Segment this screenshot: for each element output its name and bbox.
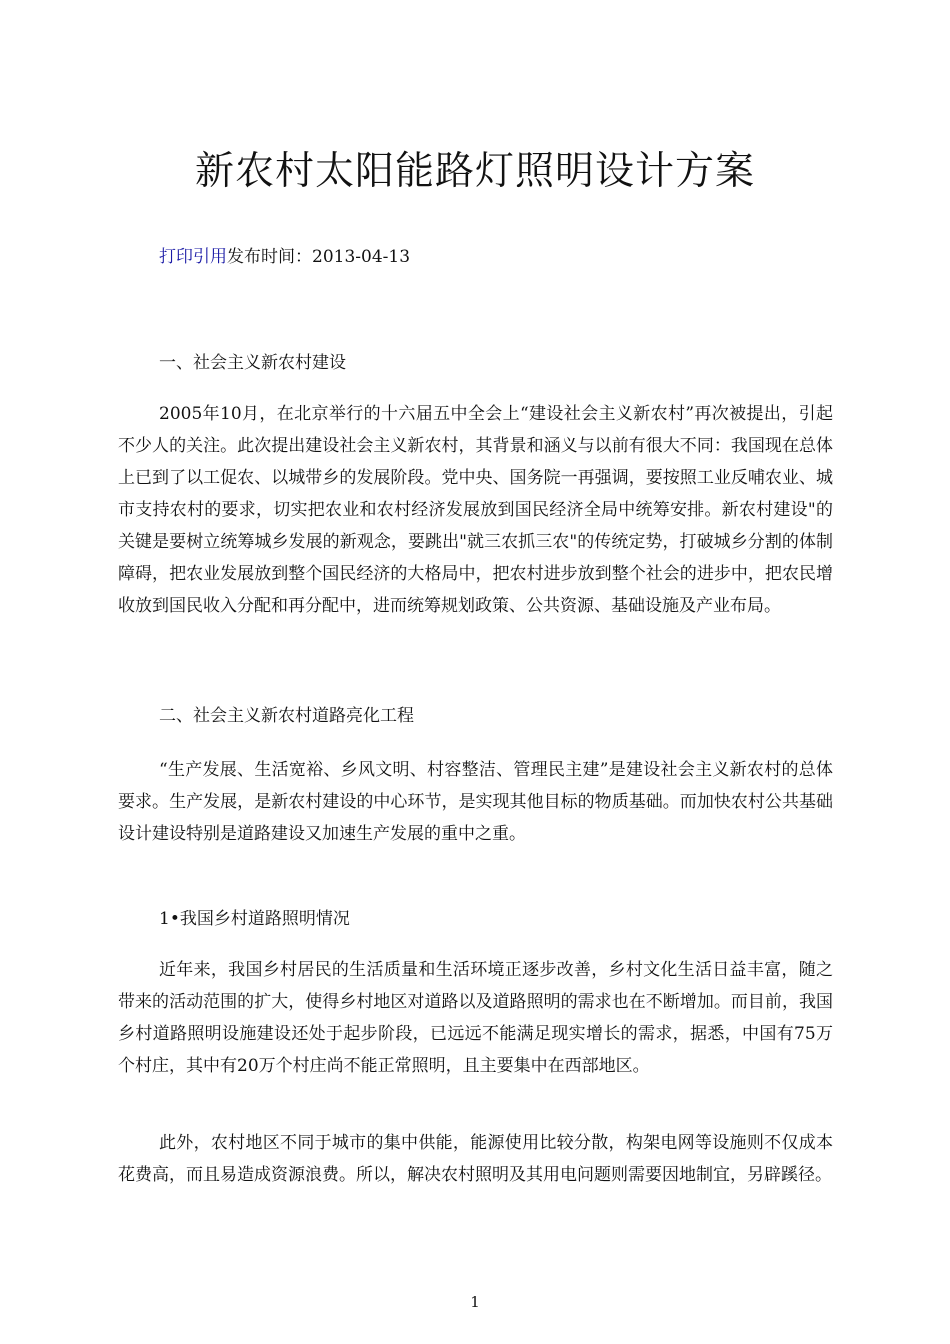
publish-date: 发布时间：2013-04-13 bbox=[227, 247, 411, 267]
document-title: 新农村太阳能路灯照明设计方案 bbox=[194, 149, 755, 194]
document-meta bbox=[159, 244, 410, 270]
section-heading-2: 二、社会主义新农村道路亮化工程 bbox=[159, 706, 414, 726]
cite-link[interactable]: 引用 bbox=[193, 247, 227, 267]
paragraph-4: 此外，农村地区不同于城市的集中供能，能源使用比较分散，构架电网等设施则不仅成本花费高，而且易造成资源浪费。所以，解决农村照明及其用电问题则需要因地制宜，另辟蹊径。 bbox=[118, 1133, 833, 1185]
section-heading-3: 1•我国乡村道路照明情况 bbox=[159, 909, 350, 929]
paragraph-1: 2005年10月，在北京举行的十六届五中全会上“建设社会主义新农村”再次被提出，引起不少人的关注。此次提出建设社会主义新农村，其背景和涵义与以前有很大不同：我国现在总体上已到了以工促农、以城带乡的发展阶段。党中央、国务院一再强调，要按照工业反哺农业、城市支持农村的要求，切实把农业和农村经济发展放到国民经济全局中统筹安排。新农村建设"的关键是要树立统筹城乡发展的新观念，要跳出"就三农抓三农"的传统定势，打破城乡分割的体制障碍，把农业发展放到整个国民经济的大格局中，把农村进步放到整个社会的进步中，把农民增收放到国民收入分配和再分配中，进而统筹规划政策、公共资源、基础设施及产业布局。 bbox=[118, 404, 833, 616]
page-number: 1 bbox=[470, 1293, 480, 1311]
print-link[interactable]: 打印 bbox=[159, 247, 193, 267]
paragraph-2: “生产发展、生活宽裕、乡风文明、村容整洁、管理民主建”是建设社会主义新农村的总体要求。生产发展，是新农村建设的中心环节，是实现其他目标的物质基础。而加快农村公共基础设计建设特别是道路建设又加速生产发展的重中之重。 bbox=[118, 760, 833, 844]
paragraph-3: 近年来，我国乡村居民的生活质量和生活环境正逐步改善，乡村文化生活日益丰富，随之带来的活动范围的扩大，使得乡村地区对道路以及道路照明的需求也在不断增加。而目前，我国乡村道路照明设施建设还处于起步阶段，已远远不能满足现实增长的需求，据悉，中国有75万个村庄，其中有20万个村庄尚不能正常照明，且主要集中在西部地区。 bbox=[118, 960, 833, 1076]
section-heading-1: 一、社会主义新农村建设 bbox=[159, 353, 346, 373]
